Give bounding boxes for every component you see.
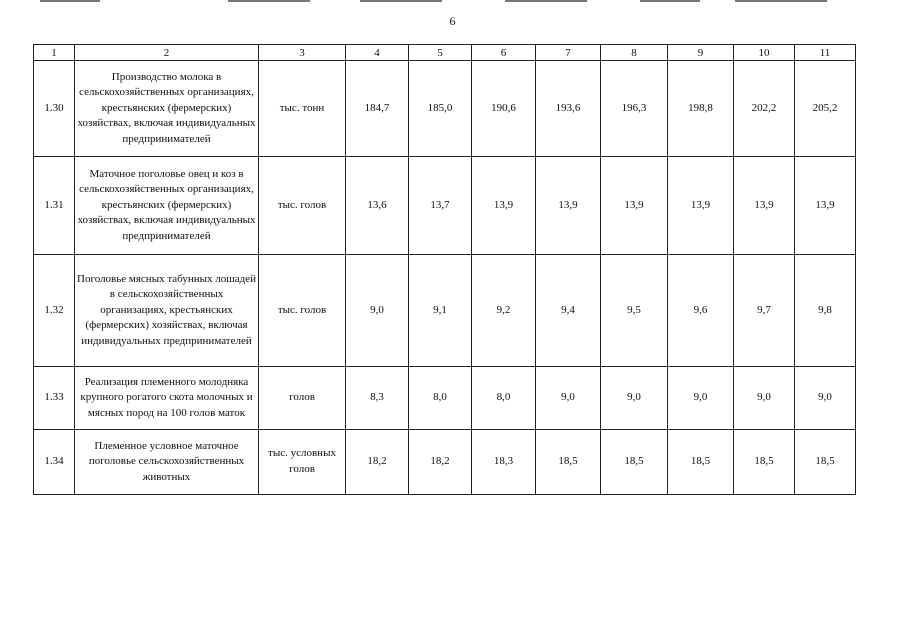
value-cell: 9,0	[601, 367, 668, 430]
row-number: 1.34	[34, 430, 75, 495]
indicator-name: Племенное условное маточное поголовье сельскохозяйственных животных	[75, 430, 259, 495]
value-cell: 9,0	[795, 367, 856, 430]
indicator-name: Поголовье мясных табунных лошадей в сельскохозяйственных организациях, крестьянских (фермерских) хозяйствах, включая индивидуальных предпринимателей	[75, 255, 259, 367]
value-cell: 9,2	[472, 255, 536, 367]
indicators-table	[33, 44, 856, 495]
value-cell: 13,9	[536, 157, 601, 255]
unit-cell: тыс. тонн	[259, 61, 346, 157]
value-cell: 190,6	[472, 61, 536, 157]
table-row	[34, 157, 856, 255]
value-cell: 13,7	[409, 157, 472, 255]
value-cell: 18,5	[734, 430, 795, 495]
value-cell: 18,5	[536, 430, 601, 495]
table-row	[34, 430, 856, 495]
value-cell: 18,5	[601, 430, 668, 495]
value-cell: 185,0	[409, 61, 472, 157]
value-cell: 9,0	[668, 367, 734, 430]
value-cell: 205,2	[795, 61, 856, 157]
column-header: 7	[536, 45, 601, 61]
column-header: 4	[346, 45, 409, 61]
value-cell: 18,3	[472, 430, 536, 495]
value-cell: 9,6	[668, 255, 734, 367]
table-row	[34, 255, 856, 367]
value-cell: 9,7	[734, 255, 795, 367]
column-header: 5	[409, 45, 472, 61]
value-cell: 9,4	[536, 255, 601, 367]
value-cell: 9,5	[601, 255, 668, 367]
indicator-name: Производство молока в сельскохозяйственных организациях, крестьянских (фермерских) хозяйствах, включая индивидуальных предпринимателей	[75, 61, 259, 157]
header-row	[34, 45, 856, 61]
indicator-name: Реализация племенного молодняка крупного рогатого скота молочных и мясных пород на 100 голов маток	[75, 367, 259, 430]
value-cell: 8,0	[472, 367, 536, 430]
value-cell: 8,3	[346, 367, 409, 430]
table-row	[34, 367, 856, 430]
row-number: 1.33	[34, 367, 75, 430]
value-cell: 18,5	[668, 430, 734, 495]
value-cell: 9,1	[409, 255, 472, 367]
column-header: 3	[259, 45, 346, 61]
value-cell: 18,5	[795, 430, 856, 495]
value-cell: 13,6	[346, 157, 409, 255]
value-cell: 198,8	[668, 61, 734, 157]
value-cell: 13,9	[668, 157, 734, 255]
row-number: 1.32	[34, 255, 75, 367]
column-header: 6	[472, 45, 536, 61]
value-cell: 193,6	[536, 61, 601, 157]
value-cell: 13,9	[472, 157, 536, 255]
table-row	[34, 61, 856, 157]
unit-cell: голов	[259, 367, 346, 430]
column-header: 8	[601, 45, 668, 61]
value-cell: 9,0	[346, 255, 409, 367]
value-cell: 9,0	[536, 367, 601, 430]
column-header: 10	[734, 45, 795, 61]
row-number: 1.30	[34, 61, 75, 157]
value-cell: 18,2	[346, 430, 409, 495]
value-cell: 8,0	[409, 367, 472, 430]
unit-cell: тыс. условных голов	[259, 430, 346, 495]
page-number: 6	[449, 14, 456, 28]
unit-cell: тыс. голов	[259, 157, 346, 255]
column-header: 9	[668, 45, 734, 61]
top-scan-marks	[0, 0, 905, 3]
value-cell: 184,7	[346, 61, 409, 157]
row-number: 1.31	[34, 157, 75, 255]
value-cell: 13,9	[734, 157, 795, 255]
value-cell: 18,2	[409, 430, 472, 495]
column-header: 2	[75, 45, 259, 61]
column-header: 11	[795, 45, 856, 61]
indicator-name: Маточное поголовье овец и коз в сельскохозяйственных организациях, крестьянских (фермерских) хозяйствах, включая индивидуальных предпринимателей	[75, 157, 259, 255]
value-cell: 196,3	[601, 61, 668, 157]
value-cell: 9,0	[734, 367, 795, 430]
value-cell: 202,2	[734, 61, 795, 157]
value-cell: 13,9	[601, 157, 668, 255]
value-cell: 9,8	[795, 255, 856, 367]
unit-cell: тыс. голов	[259, 255, 346, 367]
value-cell: 13,9	[795, 157, 856, 255]
column-header: 1	[34, 45, 75, 61]
